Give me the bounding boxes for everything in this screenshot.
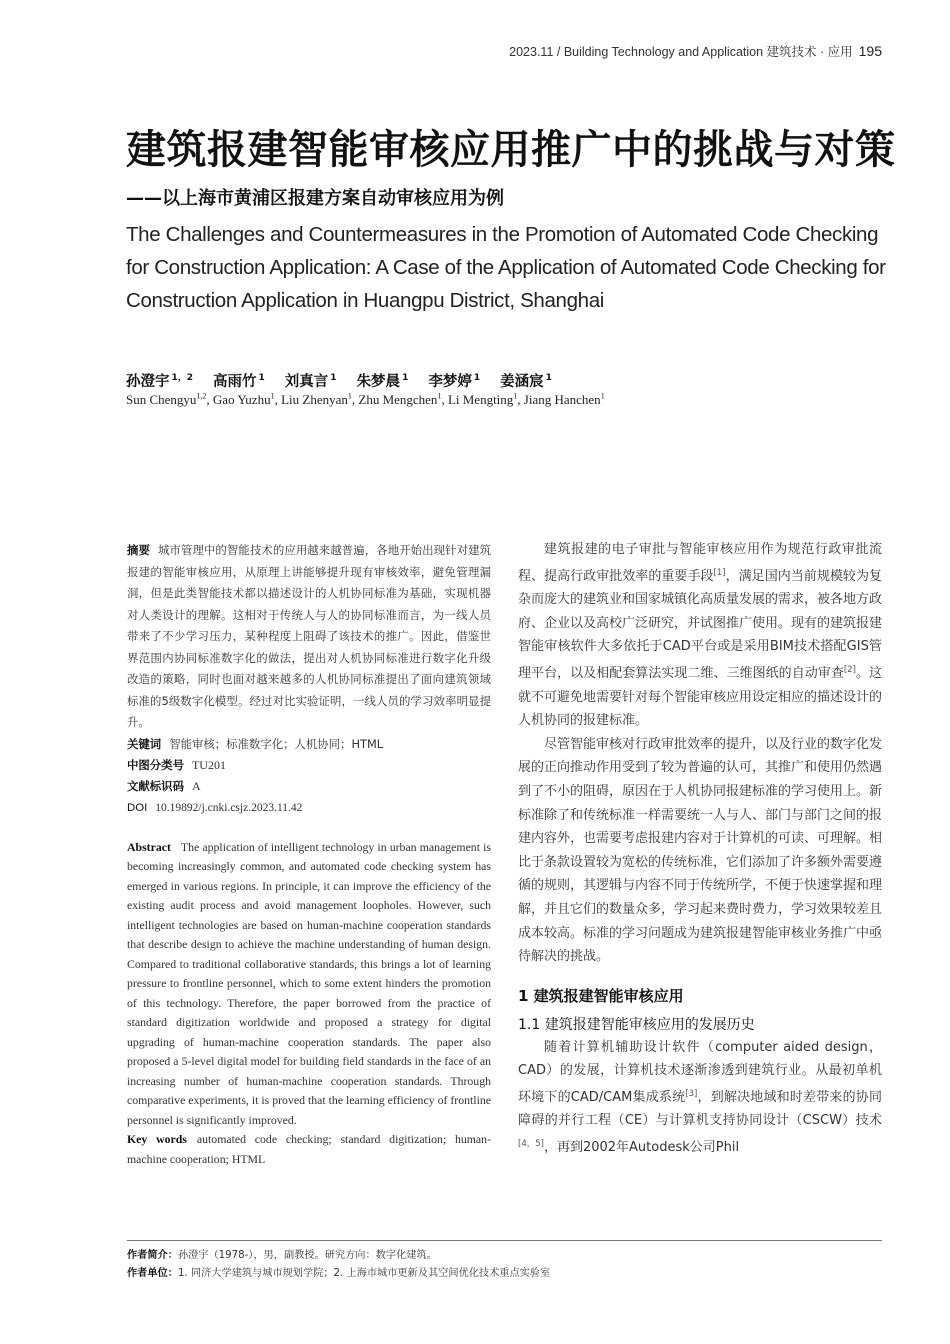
keywords-zh: 关键词 智能审核；标准数字化；人机协同；HTML bbox=[127, 736, 384, 751]
author-en: Jiang Hanchen$^1$ bbox=[523, 392, 605, 408]
title-en: The Challenges and Countermeasures in the Promotion of Automated Code Checking for Construction Application: A Case of the Application of Automated Code Checking for Construction Application in Huangpu District, Shanghai bbox=[126, 223, 886, 312]
author-zh: 高雨竹 $^1$ bbox=[213, 373, 265, 390]
authors-en bbox=[126, 392, 605, 408]
author-zh: 刘真言 $^1$ bbox=[284, 373, 337, 390]
citation: [1] bbox=[713, 567, 726, 578]
abstract-zh-label: 摘要 bbox=[127, 543, 150, 557]
abstract-en-label: Abstract bbox=[127, 839, 171, 854]
author-zh: 孙澄宇 $^{1,2}$ bbox=[126, 373, 194, 390]
author-en: Sun Chengyu$^{1,2}$, bbox=[126, 392, 213, 408]
footnote-author-bio: 作者简介：孙澄宇（1978-），男，副教授。研究方向：数字化建筑。 bbox=[127, 1250, 437, 1261]
author-en: Gao Yuzhu$^1$, bbox=[212, 392, 282, 408]
author-zh: 李梦婷 $^1$ bbox=[428, 373, 481, 390]
citation: [4，5] bbox=[518, 1139, 544, 1150]
section-heading: 1 建筑报建智能审核应用 bbox=[518, 986, 684, 1005]
author-en: Li Mengting$^1$, bbox=[447, 392, 524, 408]
abstract-en bbox=[127, 838, 491, 1131]
subsection-heading: 1.1 建筑报建智能审核应用的发展历史 bbox=[518, 1016, 755, 1033]
footnote-divider bbox=[127, 1240, 882, 1241]
author-zh: 朱梦晨 $^1$ bbox=[356, 373, 409, 390]
running-head bbox=[509, 42, 882, 60]
abstract-zh bbox=[127, 540, 491, 734]
citation: [3] bbox=[685, 1088, 698, 1099]
body-paragraph: 尽管智能审核对行政审批效率的提升，以及行业的数字化发展的正向推动作用受到了较为普遍的认可，其推广和使用仍然遇到了不小的阻碍，原因在于人机协同报建标准的学习使用上。新标准除了和传统标准一样需要统一人与人、部门与部门之间的报建内容外，也需要考虑报建内容对于计算机的可读、可理解。相比于条款设置较为宽松的传统标准，它们添加了许多额外需要遵循的规则，其逻辑与内容不同于传统所学，不便于快速掌握和理解，并且它们的数量众多，学习起来费时费力，学习效果较差且成本较高。标准的学习问题成为建筑报建智能审核业务推广中亟待解决的挑战。 bbox=[518, 736, 883, 965]
body-paragraph: 建筑报建的电子审批与智能审核应用作为规范行政审批流程、提高行政审批效率的重要手段[1]，满足国内当前规模较为复杂而庞大的建筑业和国家城镇化高质量发展的需求，被各地方政府、企业以及高校广泛研究，并试图推广使用。现有的建筑报建智能审核软件大多依托于CAD平台或是采用BIM技术搭配GIS管理平台，以及相配套算法实现二维、三维图纸的自动审查[2]。这就不可避免地需要针对每个智能审核应用设定相应的描述设计的人机协同的报建标准。 bbox=[518, 542, 883, 729]
footnote-author-unit: 作者单位：1. 同济大学建筑与城市规划学院；2. 上海市城市更新及其空间优化技术重点实验室 bbox=[127, 1268, 551, 1279]
page-number: 195 bbox=[858, 43, 882, 59]
abstract-en-text: The application of intelligent technology in urban management is becoming increasingly common, and automated code checking system has emerged in various regions. In principle, it can improve the efficiency of the existing audit process and avoid management loopholes. However, such intelligent technologies are based on human-machine cooperation standards that describe design to achieve the machine understanding of human design. Compared to traditional collaborative standards, this brings a lot of learning pressure to frontline personnel, which to some extent hinders the promotion of this technology. Therefore, the paper borrowed from the practice of standard digitization worldwide and proposed a strategy for digital upgrading of human-machine cooperation standards. The paper also proposed a 5-level digital model for building field standards in the face of an increasing number of human-machine cooperation standards. Through comparative experiments, it is proved that the learning efficiency of frontline personnel is significantly improved. bbox=[127, 839, 491, 1127]
author-zh: 姜涵宸 $^1$ bbox=[500, 373, 552, 390]
title-zh: 建筑报建智能审核应用推广中的挑战与对策 bbox=[126, 127, 896, 173]
citation: [2] bbox=[843, 664, 856, 675]
keywords-en: Key words automated code checking; standard digitization; human-machine cooperation; HTML bbox=[127, 1132, 491, 1166]
document-code: 文献标识码 A bbox=[127, 778, 201, 793]
authors-zh bbox=[126, 370, 572, 391]
subtitle-zh: ——以上海市黄浦区报建方案自动审核应用为例 bbox=[126, 188, 504, 209]
left-column bbox=[127, 540, 491, 1169]
body-paragraph: 随着计算机辅助设计软件（computer aided design，CAD）的发展，计算机技术逐渐渗透到建筑行业。从最初单机环境下的CAD/CAM集成系统[3]，到解决地域和时差带来的协同障碍的并行工程（CE）与计算机支持协同设计（CSCW）技术[4，5]，再到2002年Autodesk公司Phil bbox=[518, 1039, 882, 1156]
clc-number: 中图分类号 TU201 bbox=[127, 757, 226, 772]
abstract-zh-text: 城市管理中的智能技术的应用越来越普遍，各地开始出现针对建筑报建的智能审核应用，从原理上讲能够提升现有审核效率，避免管理漏洞，但是此类智能技术都以描述设计的人机协同标准为基础，实现机器对人类设计的理解。这相对于传统人与人的协同标准而言，为一线人员带来了不少学习压力，某种程度上阻碍了该技术的推广。因此，借鉴世界范围内协同标准数字化的做法，提出对人机协同标准进行数字化升级改造的策略，同时也面对越来越多的人机协同标准提出了面向建筑领域标准的5级数字化模型。经过对比实验证明，一线人员的学习效率明显提升。 bbox=[127, 543, 491, 729]
author-en: Zhu Mengchen$^1$, bbox=[358, 392, 448, 408]
author-en: Liu Zhenyan$^1$, bbox=[281, 392, 359, 408]
journal-info: 2023.11 / Building Technology and Application 建筑技术 · 应用 bbox=[509, 45, 853, 59]
doi: DOI 10.19892/j.cnki.csjz.2023.11.42 bbox=[127, 801, 303, 814]
right-column bbox=[518, 538, 882, 1160]
